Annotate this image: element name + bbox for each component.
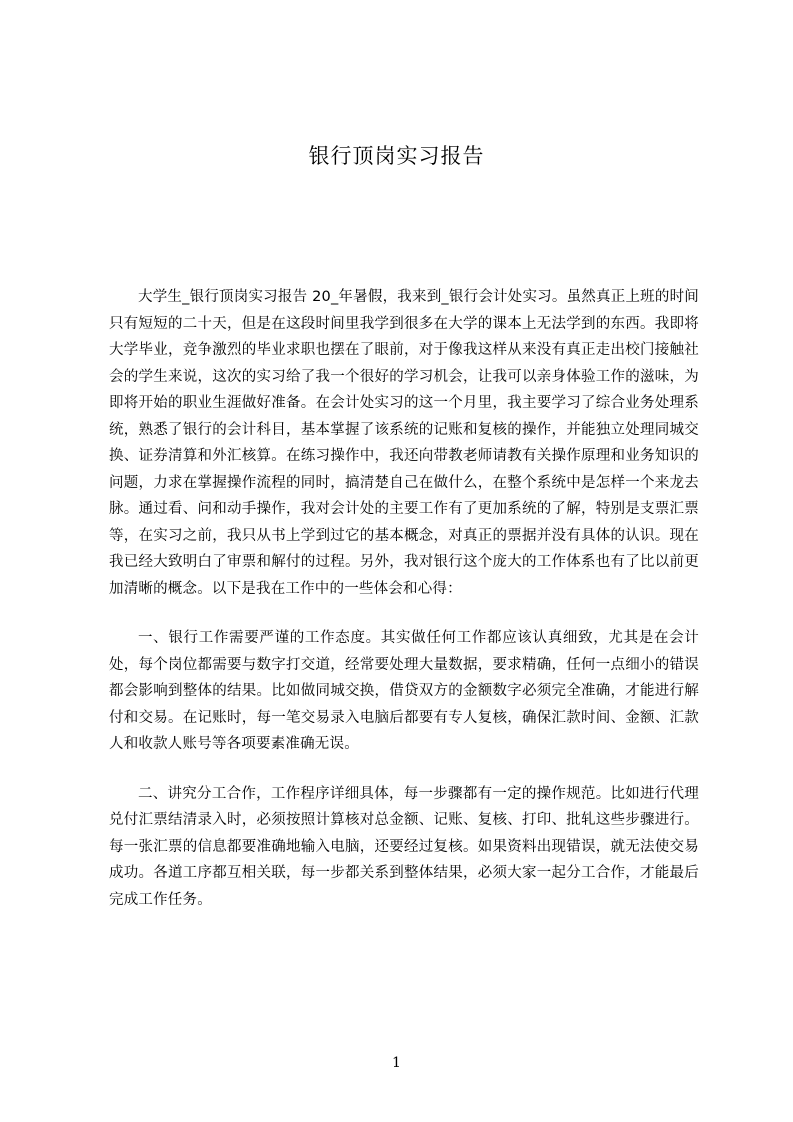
paragraph-point-two: 二、讲究分工合作，工作程序详细具体，每一步骤都有一定的操作规范。比如进行代理兑付汇票结清录入时，必须按照计算核对总金额、记账、复核、打印、批轧这些步骤进行。每一张汇票的信息都要准确地输入电脑，还要经过复核。如果资料出现错误，就无法使交易成功。各道工序都互相关联，每一步都关系到整体结果，必须大家一起分工合作，才能最后完成工作任务。 <box>109 785 699 908</box>
page-title: 银行顶岗实习报告 <box>308 144 485 168</box>
page-number: 1 <box>392 1055 401 1071</box>
paragraph-intro: 大学生_银行顶岗实习报告 20_年暑假，我来到_银行会计处实习。虽然真正上班的时间只有短短的二十天，但是在这段时间里我学到很多在大学的课本上无法学到的东西。我即将大学毕业，竞争激烈的毕业求职也摆在了眼前，对于像我这样从来没有真正走出校门接触社会的学生来说，这次的实习给了我一个很好的学习机会，让我可以亲身体验工作的滋味，为即将开始的职业生涯做好准备。在会计处实习的这一个月里，我主要学习了综合业务处理系统，熟悉了银行的会计科目，基本掌握了该系统的记账和复核的操作，并能独立处理同城交换、证券清算和外汇核算。在练习操作中，我还向带教老师请教有关操作原理和业务知识的问题，力求在掌握操作流程的同时，搞清楚自己在做什么，在整个系统中是怎样一个来龙去脉。通过看、问和动手操作，我对会计处的主要工作有了更加系统的了解，特别是支票汇票等，在实习之前，我只从书上学到过它的基本概念，对真正的票据并没有具体的认识。现在我已经大致明白了审票和解付的过程。另外，我对银行这个庞大的工作体系也有了比以前更加清晰的概念。以下是我在工作中的一些体会和心得： <box>109 289 699 597</box>
paragraph-point-one: 一、银行工作需要严谨的工作态度。其实做任何工作都应该认真细致，尤其是在会计处，每个岗位都需要与数字打交道，经常要处理大量数据，要求精确，任何一点细小的错误都会影响到整体的结果。比如做同城交换，借贷双方的金额数字必须完全准确，才能进行解付和交易。在记账时，每一笔交易录入电脑后都要有专人复核，确保汇款时间、金额、汇款人和收款人账号等各项要素准确无误。 <box>109 630 699 752</box>
document-body <box>109 284 699 936</box>
